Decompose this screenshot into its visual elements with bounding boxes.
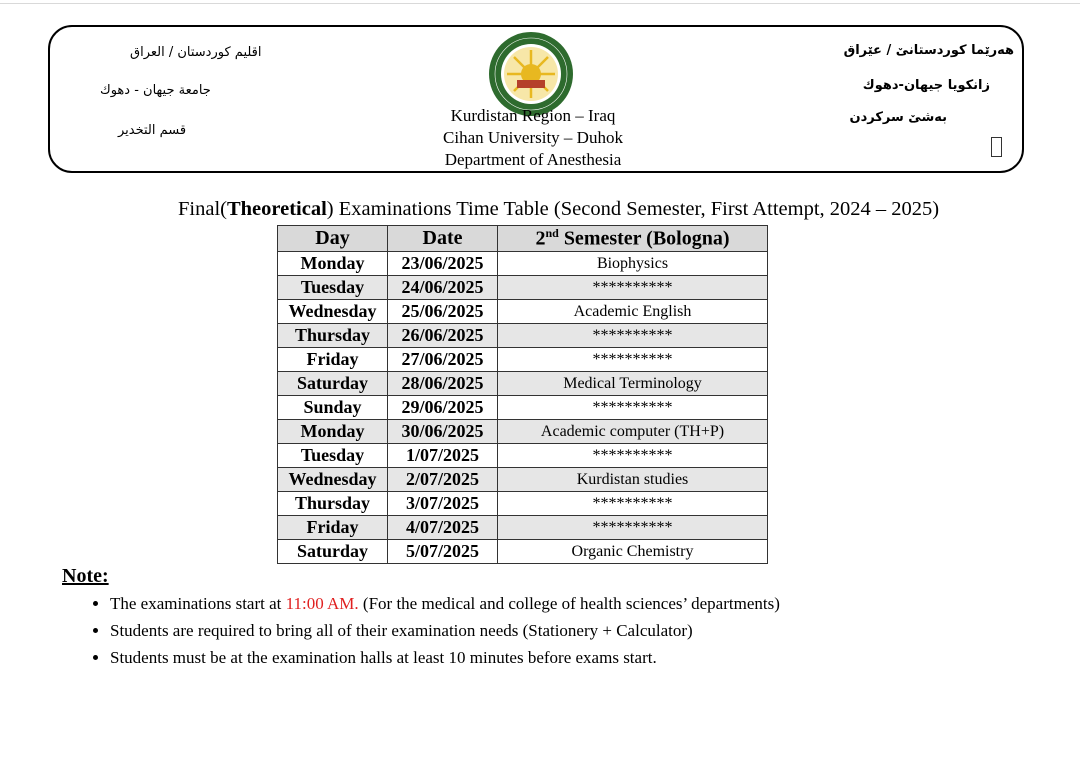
cell-date: 3/07/2025 xyxy=(388,492,498,516)
cell-subject: ********** xyxy=(498,396,768,420)
cell-subject: Medical Terminology xyxy=(498,372,768,396)
cell-date: 28/06/2025 xyxy=(388,372,498,396)
cell-subject: ********** xyxy=(498,276,768,300)
cell-date: 23/06/2025 xyxy=(388,252,498,276)
cell-subject: ********** xyxy=(498,444,768,468)
cell-subject: ********** xyxy=(498,348,768,372)
placeholder-glyph-icon xyxy=(991,137,1002,157)
cell-date: 30/06/2025 xyxy=(388,420,498,444)
kurdish-department-line: بەشێ سركردن xyxy=(849,110,947,125)
english-university-line: Cihan University – Duhok xyxy=(443,128,623,147)
english-department-line: Department of Anesthesia xyxy=(444,150,622,169)
cell-date: 2/07/2025 xyxy=(388,468,498,492)
arabic-department-line: قسم التخدير xyxy=(118,123,187,138)
cell-subject: Academic computer (TH+P) xyxy=(498,420,768,444)
table-row xyxy=(278,492,768,516)
cell-date: 29/06/2025 xyxy=(388,396,498,420)
cell-day: Sunday xyxy=(278,396,388,420)
table-row xyxy=(278,252,768,276)
table-row xyxy=(278,396,768,420)
cell-day: Wednesday xyxy=(278,300,388,324)
note-item-arrival: • Students must be at the examination halls at least 10 minutes before exams start. xyxy=(110,646,780,673)
kurdish-university-line: زانكويا جيهان-دهوك xyxy=(862,78,990,93)
table-row xyxy=(278,444,768,468)
note-heading: Note: xyxy=(62,565,109,587)
cell-day: Saturday xyxy=(278,372,388,396)
column-header-day: Day xyxy=(278,226,388,252)
table-row xyxy=(278,468,768,492)
cell-date: 5/07/2025 xyxy=(388,540,498,564)
cell-day: Friday xyxy=(278,348,388,372)
note-item-materials: • Students are required to bring all of their examination needs (Stationery + Calculator) xyxy=(110,619,780,646)
notes-list xyxy=(90,592,780,673)
top-divider xyxy=(0,3,1080,4)
table-row xyxy=(278,348,768,372)
cell-subject: ********** xyxy=(498,324,768,348)
kurdish-region-line: هەرێما كوردستانێ / عێراق xyxy=(843,43,1014,58)
english-letterhead xyxy=(380,105,686,171)
table-row xyxy=(278,300,768,324)
table-row xyxy=(278,372,768,396)
title-prefix: Final( xyxy=(178,198,227,220)
table-row xyxy=(278,276,768,300)
note-item-start-time: • The examinations start at 11:00 AM. (For the medical and college of health sciences’ departments) xyxy=(110,592,780,619)
cell-date: 4/07/2025 xyxy=(388,516,498,540)
cell-day: Tuesday xyxy=(278,276,388,300)
cell-date: 24/06/2025 xyxy=(388,276,498,300)
cell-subject: Biophysics xyxy=(498,252,768,276)
exam-timetable xyxy=(277,225,768,564)
table-row xyxy=(278,420,768,444)
cell-date: 27/06/2025 xyxy=(388,348,498,372)
table-row xyxy=(278,540,768,564)
column-header-date: Date xyxy=(388,226,498,252)
cell-day: Thursday xyxy=(278,324,388,348)
cell-date: 25/06/2025 xyxy=(388,300,498,324)
cell-subject: Organic Chemistry xyxy=(498,540,768,564)
cell-date: 26/06/2025 xyxy=(388,324,498,348)
cell-subject: Academic English xyxy=(498,300,768,324)
cell-day: Monday xyxy=(278,420,388,444)
arabic-university-line: جامعة جيهان - دهوك xyxy=(100,83,211,98)
arabic-region-line: اقليم كوردستان / العراق xyxy=(130,45,262,60)
cell-subject: Kurdistan studies xyxy=(498,468,768,492)
cell-day: Tuesday xyxy=(278,444,388,468)
title-bold: Theoretical xyxy=(226,198,327,220)
table-row xyxy=(278,324,768,348)
exam-start-time: 11:00 AM. xyxy=(285,594,359,613)
cell-date: 1/07/2025 xyxy=(388,444,498,468)
page-title xyxy=(178,198,939,221)
column-header-semester: 2nd Semester (Bologna) xyxy=(498,226,768,252)
cell-day: Thursday xyxy=(278,492,388,516)
cell-subject: ********** xyxy=(498,492,768,516)
table-row xyxy=(278,516,768,540)
cell-day: Monday xyxy=(278,252,388,276)
table-header-row xyxy=(278,226,768,252)
cell-day: Saturday xyxy=(278,540,388,564)
cell-subject: ********** xyxy=(498,516,768,540)
cell-day: Friday xyxy=(278,516,388,540)
english-region-line: Kurdistan Region – Iraq xyxy=(450,106,616,125)
cell-day: Wednesday xyxy=(278,468,388,492)
title-suffix: ) Examinations Time Table (Second Semester, First Attempt, 2024 – 2025) xyxy=(326,198,940,220)
